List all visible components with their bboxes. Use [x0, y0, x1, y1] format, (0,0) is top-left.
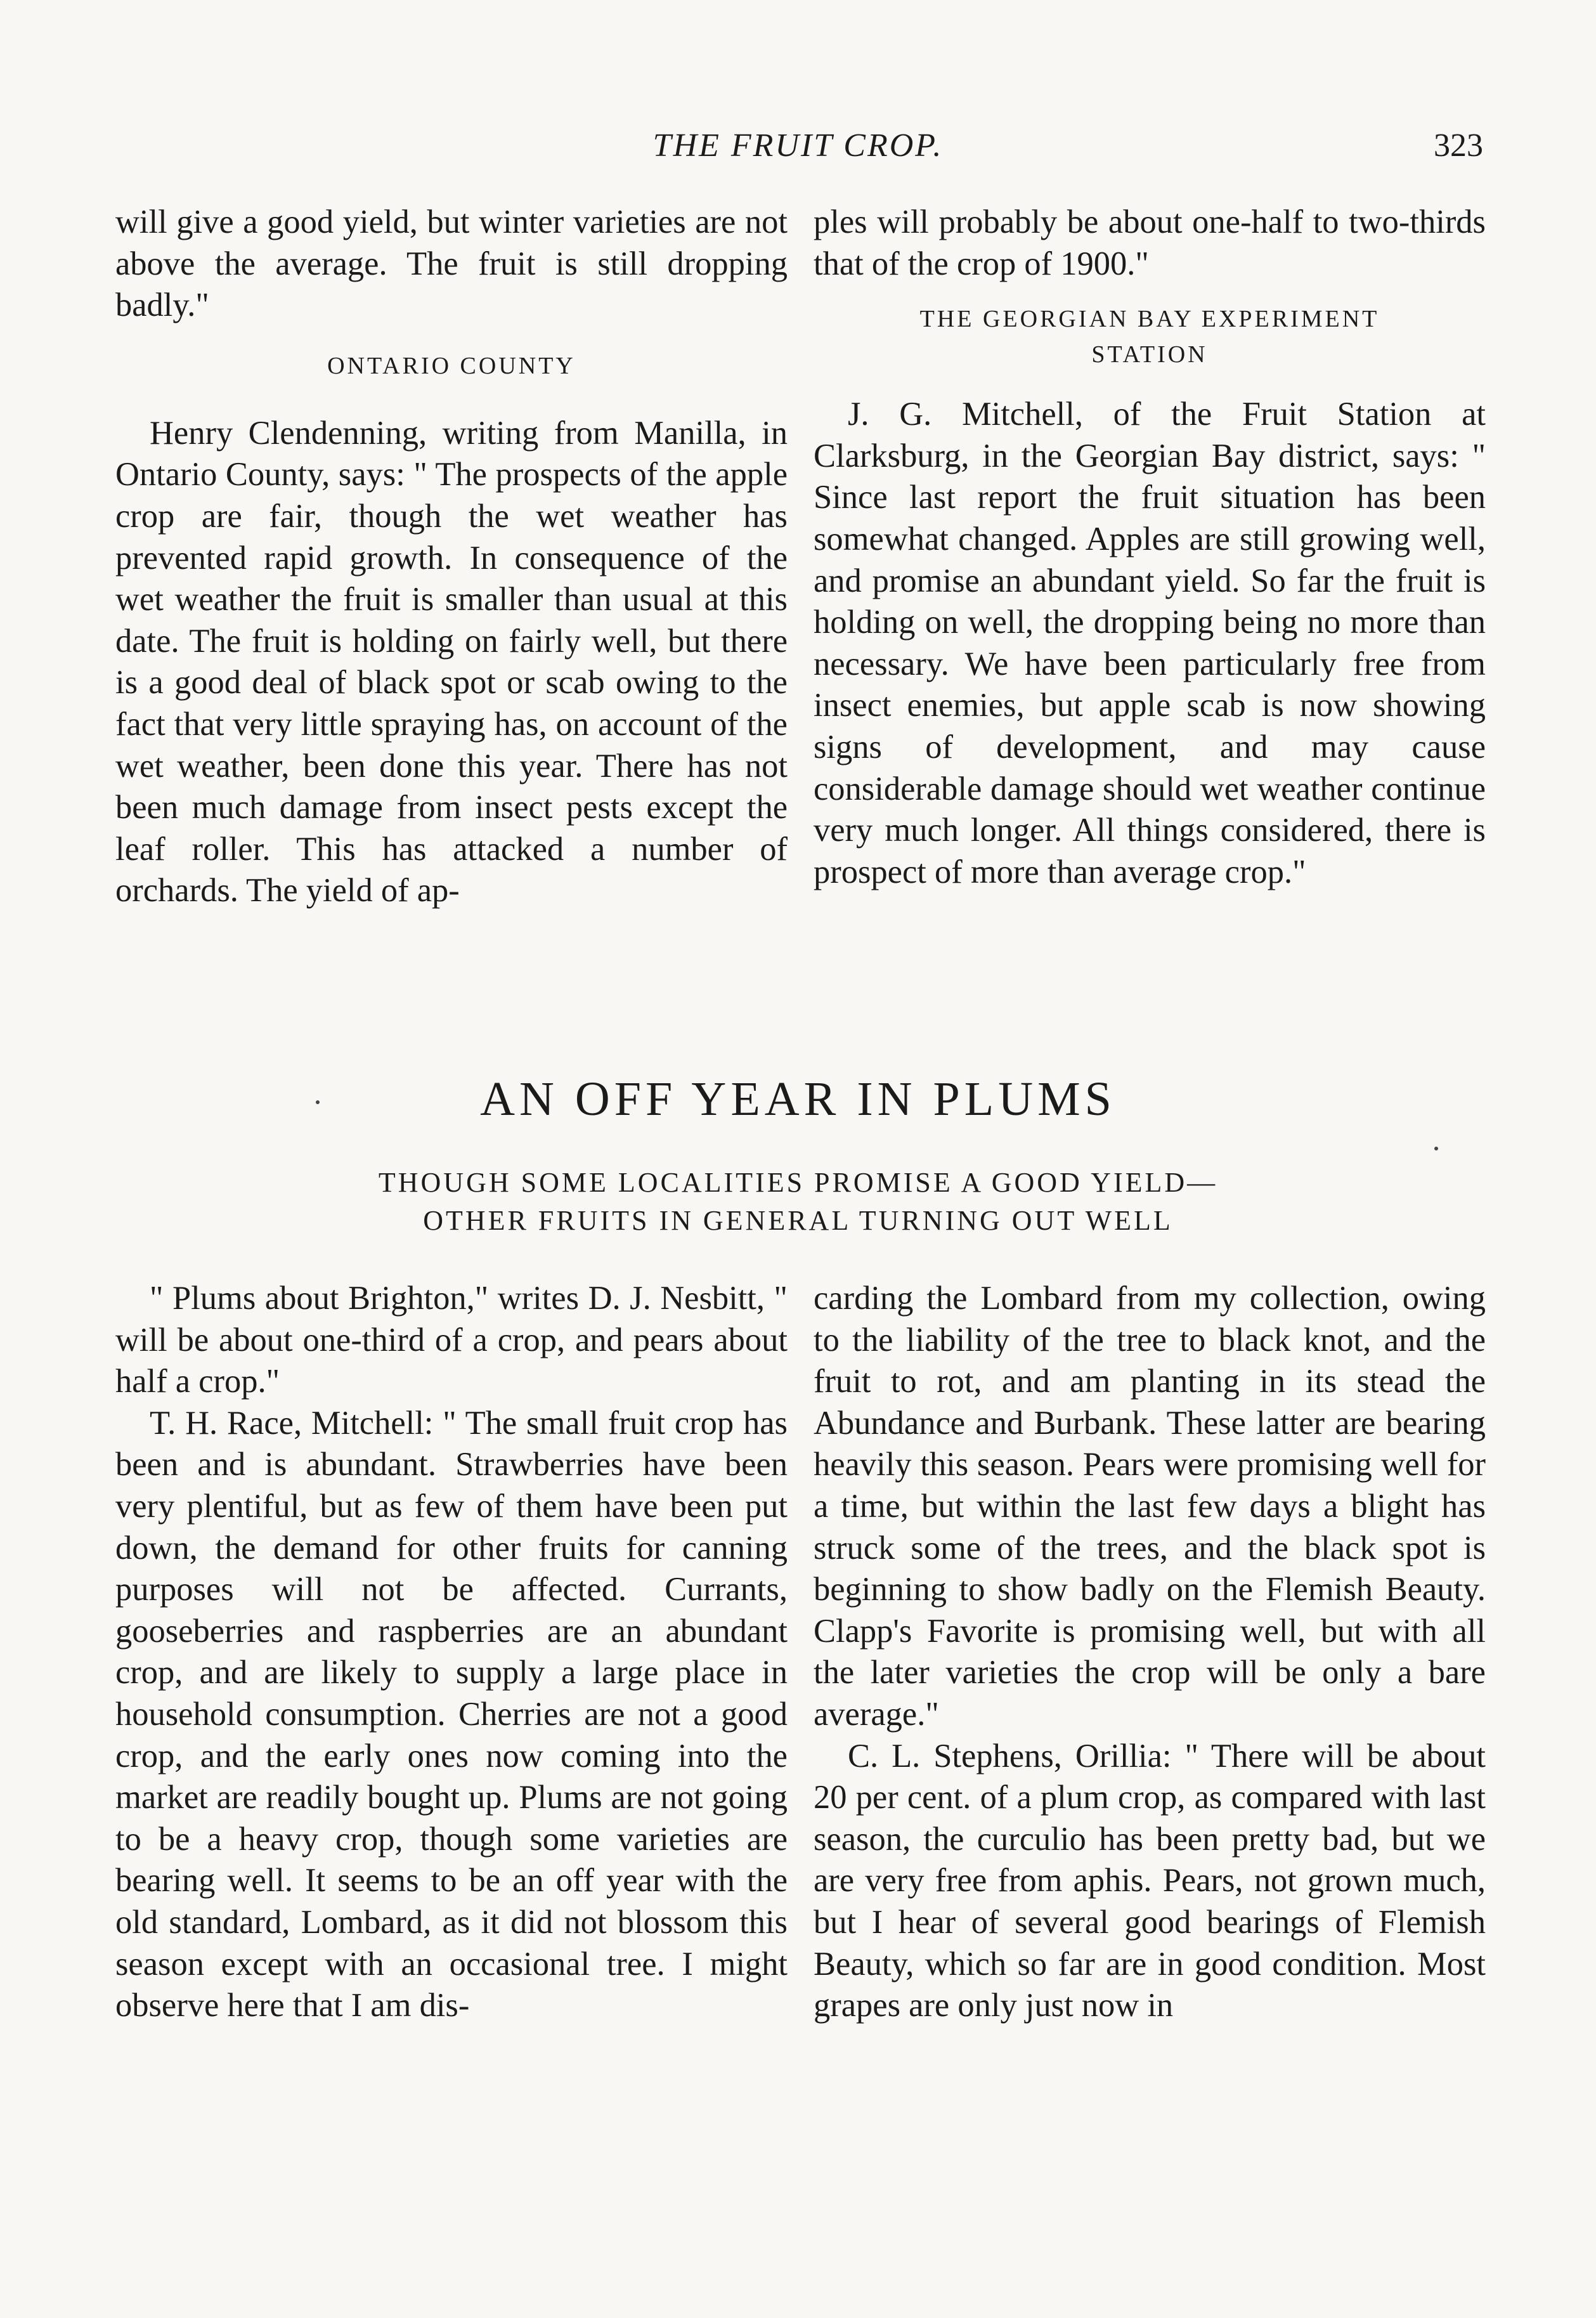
article-subtitle [0, 1164, 1596, 1240]
subtitle-line: OTHER FRUITS IN GENERAL TURNING OUT WELL [423, 1205, 1173, 1236]
body-paragraph: carding the Lombard from my collection, owing to the liability of the tree to black knot, and the fruit to rot, and am planting in its stead the Abundance and Burbank. These latter are bearing heavily this season. Pears were promising well for a time, but within the last few days a blight has struck some of the trees, and the black spot is beginning to show badly on the Flemish Beauty. Clapp's Favorite is promising well, but with all the later varieties the crop will be only a bare average." [814, 1280, 1486, 1733]
top-right-column [814, 202, 1486, 893]
continued-paragraph: ples will probably be about one-half to two-thirds that of the crop of 1900." [814, 204, 1486, 282]
body-paragraph: T. H. Race, Mitchell: " The small fruit crop has been and is abundant. Strawberries have been very plentiful, but as few of them have been put down, the demand for other fruits for canning purposes will not be affected. Currants, gooseberries and raspberries are an abundant crop, and are likely to supply a large place in household consumption. Cherries are not a good crop, and the early ones now coming into the market are readily bought up. Plums are not going to be a heavy crop, though some varieties are bearing well. It seems to be an off year with the old standard, Lombard, as it did not blossom this season except with an occasional tree. I might observe here that I am dis- [115, 1404, 788, 2024]
subheading-line: STATION [1091, 341, 1208, 368]
section-subheading-georgian-bay [814, 301, 1486, 372]
page-number: 323 [1434, 127, 1483, 164]
continued-paragraph: will give a good yield, but winter varieties are not above the average. The fruit is still dropping badly." [115, 204, 788, 324]
running-title: THE FRUIT CROP. [652, 127, 944, 164]
scan-speck [1434, 1147, 1438, 1150]
scan-speck [316, 1100, 320, 1104]
top-left-column [115, 202, 788, 912]
body-paragraph: C. L. Stephens, Orillia: " There will be about 20 per cent. of a plum crop, as compared with last season, the curculio has been pretty bad, but we are very free from aphis. Pears, not grown much, but I hear of several good bearings of Flemish Beauty, which so far are in good condition. Most grapes are only just now in [814, 1737, 1486, 2024]
subtitle-line: THOUGH SOME LOCALITIES PROMISE A GOOD YIELD— [378, 1167, 1218, 1198]
running-head [0, 127, 1596, 178]
article-right-column [814, 1278, 1486, 2027]
article-title: AN OFF YEAR IN PLUMS [480, 1072, 1116, 1126]
subheading-line: THE GEORGIAN BAY EXPERIMENT [919, 306, 1380, 333]
body-paragraph: Henry Clendenning, writing from Manilla, in Ontario County, says: " The prospects of the apple crop are fair, though the wet weather has prevented rapid growth. In consequence of the wet weather the fruit is smaller than usual at this date. The fruit is holding on fairly well, but there is a good deal of black spot or scab owing to the fact that very little spraying has, on account of the wet weather, been done this year. There has not been much damage from insect pests except the leaf roller. This has attacked a number of orchards. The yield of ap- [115, 414, 788, 909]
body-paragraph: " Plums about Brighton," writes D. J. Nesbitt, " will be about one-third of a crop, and pears about half a crop." [115, 1280, 788, 1400]
section-subheading-ontario-county: ONTARIO COUNTY [327, 352, 576, 379]
body-paragraph: J. G. Mitchell, of the Fruit Station at Clarksburg, in the Georgian Bay district, says: " Since last report the fruit situation has been somewhat changed. Apples are still growing well, and promise an abundant yield. So far the fruit is holding on well, the dropping being no more than necessary. We have been particularly free from insect enemies, but apple scab is now showing signs of development, and may cause considerable damage should wet weather continue very much longer. All things considered, there is prospect of more than average crop." [814, 396, 1486, 890]
article-left-column [115, 1278, 788, 2027]
